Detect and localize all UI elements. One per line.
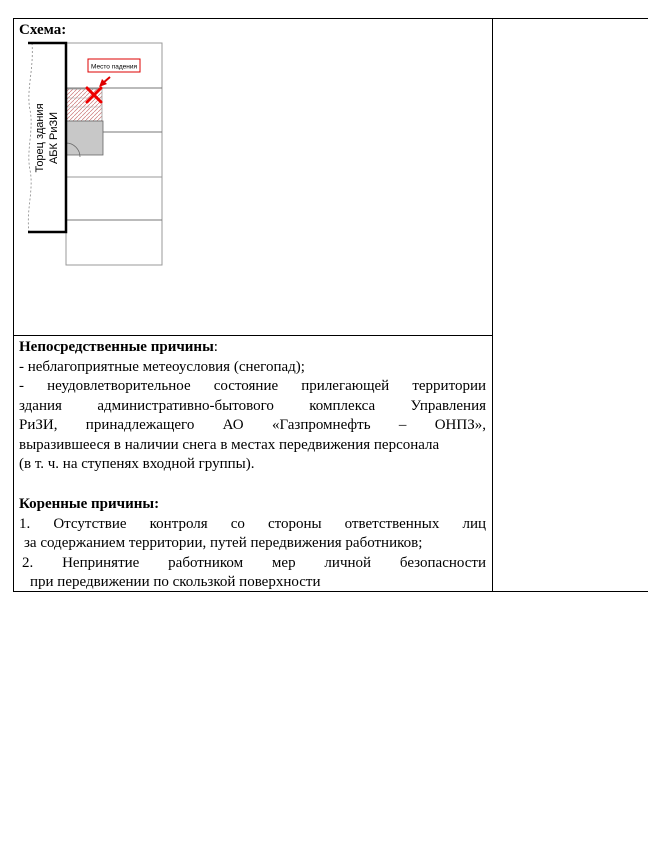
table-border-left: [13, 18, 14, 592]
immediate-causes-title: Непосредственные причины: [19, 339, 214, 355]
root-cause-2-line1: 2. Непринятие работником мер личной безопасности: [22, 554, 486, 571]
scheme-diagram: [22, 40, 167, 270]
table-border-column: [492, 18, 493, 592]
entrance-platform: [66, 121, 103, 155]
root-cause-2-line2: при передвижении по скользкой поверхности: [30, 574, 321, 590]
table-border-top: [13, 18, 648, 19]
building-label-line1: Торец здания: [34, 103, 46, 173]
immediate-causes-block: Непосредственные причины: - неблагоприятные метеоусловия (снегопад); - неудовлетворительное состояние прилегающей территории здания административно-бытового комплекса Управления РиЗИ, принадлежащего АО «Газпромнефть – ОНПЗ», выразившееся в наличии снега в местах передвижения персонала (в т. ч. на ступенях входной группы).: [19, 338, 486, 475]
fall-place-label: Место падения: [91, 63, 137, 71]
scheme-title: Схема:: [19, 22, 67, 38]
root-cause-1-line1: 1. Отсутствие контроля со стороны ответственных лиц: [19, 515, 486, 532]
root-causes-block: [19, 495, 486, 593]
immediate-cause-2-line1: - неудовлетворительное состояние прилегающей территории: [19, 378, 486, 394]
root-causes-title: Коренные причины:: [19, 496, 160, 512]
immediate-cause-2-line5: (в т. ч. на ступенях входной группы).: [19, 456, 255, 472]
immediate-cause-2-line4: выразившееся в наличии снега в местах передвижения персонала: [19, 436, 440, 453]
immediate-cause-1: - неблагоприятные метеоусловия (снегопад);: [19, 358, 305, 375]
root-cause-1-line2: за содержанием территории, путей передвижения работников;: [24, 535, 423, 551]
immediate-cause-2-line3: РиЗИ, принадлежащего АО «Газпромнефть – ОНПЗ»,: [19, 417, 486, 433]
table-border-middle: [13, 335, 493, 336]
building-label-line2: АБК РиЗИ: [48, 111, 60, 165]
immediate-cause-2-line2: здания административно-бытового комплекса Управления: [19, 397, 486, 414]
